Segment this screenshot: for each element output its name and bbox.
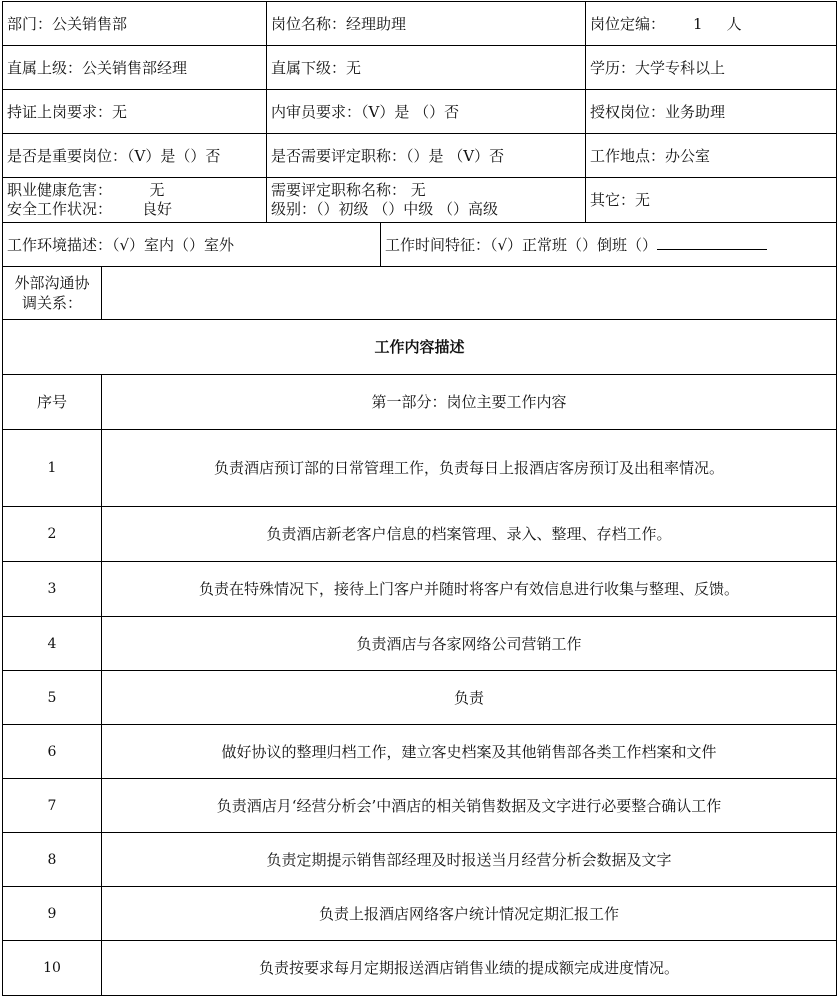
column-header-index: 序号 xyxy=(3,375,102,430)
header-info-table xyxy=(2,1,837,223)
health-safety-cell xyxy=(3,178,267,223)
row-number: 4 xyxy=(3,617,102,671)
environment-cell: 工作环境描述：（√）室内（）室外 xyxy=(3,223,381,267)
headcount-label: 岗位定编： xyxy=(590,14,666,33)
other-cell: 其它：无 xyxy=(586,178,837,223)
row-number: 9 xyxy=(3,887,102,941)
external-communication-label: 外部沟通协 调关系： xyxy=(3,267,102,320)
table-row xyxy=(3,430,837,507)
row-text: 负责酒店新老客户信息的档案管理、录入、整理、存档工作。 xyxy=(102,507,837,562)
external-communication-table xyxy=(2,266,837,320)
headcount-value: 1 xyxy=(693,14,703,33)
row-number: 7 xyxy=(3,779,102,833)
row-number: 2 xyxy=(3,507,102,562)
work-time-blank-line xyxy=(657,237,767,250)
row-text: 负责酒店预订部的日常管理工作，负责每日上报酒店客房预订及出租率情况。 xyxy=(102,430,837,507)
health-hazard-line: 职业健康危害： 无 xyxy=(7,181,165,199)
section-title-row xyxy=(3,320,837,375)
column-header-row xyxy=(3,375,837,430)
title-name-cell xyxy=(267,178,586,223)
headcount-cell xyxy=(586,2,837,46)
header-row-6 xyxy=(3,223,837,267)
title-level-line: 级别：（）初级 （）中级 （）高级 xyxy=(271,200,499,218)
row-number: 10 xyxy=(3,941,102,996)
table-row xyxy=(3,941,837,996)
work-environment-table xyxy=(2,222,837,267)
row-number: 8 xyxy=(3,833,102,887)
authorized-position-cell: 授权岗位：业务助理 xyxy=(586,90,837,134)
row-text: 负责在特殊情况下，接待上门客户并随时将客户有效信息进行收集与整理、反馈。 xyxy=(102,562,837,617)
column-header-description: 第一部分：岗位主要工作内容 xyxy=(102,375,837,430)
row-text: 负责上报酒店网络客户统计情况定期汇报工作 xyxy=(102,887,837,941)
title-evaluation-cell: 是否需要评定职称：（）是 （V）否 xyxy=(267,134,586,178)
table-row xyxy=(3,671,837,725)
table-row xyxy=(3,779,837,833)
header-row-5 xyxy=(3,178,837,223)
key-position-cell: 是否是重要岗位：（V）是（）否 xyxy=(3,134,267,178)
auditor-cell: 内审员要求：（V）是 （）否 xyxy=(267,90,586,134)
direct-superior-cell: 直属上级：公关销售部经理 xyxy=(3,46,267,90)
certificate-cell: 持证上岗要求：无 xyxy=(3,90,267,134)
work-content-table xyxy=(2,319,837,996)
title-name-line: 需要评定职称名称： 无 xyxy=(271,181,426,199)
row-text: 负责酒店与各家网络公司营销工作 xyxy=(102,617,837,671)
row-number: 5 xyxy=(3,671,102,725)
row-text: 做好协议的整理归档工作，建立客史档案及其他销售部各类工作档案和文件 xyxy=(102,725,837,779)
education-cell: 学历：大学专科以上 xyxy=(586,46,837,90)
work-location-cell: 工作地点：办公室 xyxy=(586,134,837,178)
header-row-7 xyxy=(3,267,837,320)
row-text: 负责酒店月‘经营分析会’中酒店的相关销售数据及文字进行必要整合确认工作 xyxy=(102,779,837,833)
header-row-1 xyxy=(3,2,837,46)
table-row xyxy=(3,725,837,779)
row-text: 负责按要求每月定期报送酒店销售业绩的提成额完成进度情况。 xyxy=(102,941,837,996)
position-name-cell: 岗位名称：经理助理 xyxy=(267,2,586,46)
table-row xyxy=(3,562,837,617)
section-title: 工作内容描述 xyxy=(3,320,837,375)
row-number: 1 xyxy=(3,430,102,507)
safety-status-line: 安全工作状况： 良好 xyxy=(7,200,172,218)
headcount-unit: 人 xyxy=(726,14,742,33)
table-row xyxy=(3,617,837,671)
header-row-4 xyxy=(3,134,837,178)
department-cell: 部门：公关销售部 xyxy=(3,2,267,46)
header-row-3 xyxy=(3,90,837,134)
table-row xyxy=(3,887,837,941)
row-text: 负责 xyxy=(102,671,837,725)
external-communication-value xyxy=(102,267,837,320)
direct-subordinate-cell: 直属下级：无 xyxy=(267,46,586,90)
header-row-2 xyxy=(3,46,837,90)
table-row xyxy=(3,833,837,887)
work-time-cell xyxy=(381,223,837,267)
work-time-text: 工作时间特征：（√）正常班（）倒班（） xyxy=(385,235,658,254)
table-row xyxy=(3,507,837,562)
row-number: 3 xyxy=(3,562,102,617)
row-number: 6 xyxy=(3,725,102,779)
row-text: 负责定期提示销售部经理及时报送当月经营分析会数据及文字 xyxy=(102,833,837,887)
